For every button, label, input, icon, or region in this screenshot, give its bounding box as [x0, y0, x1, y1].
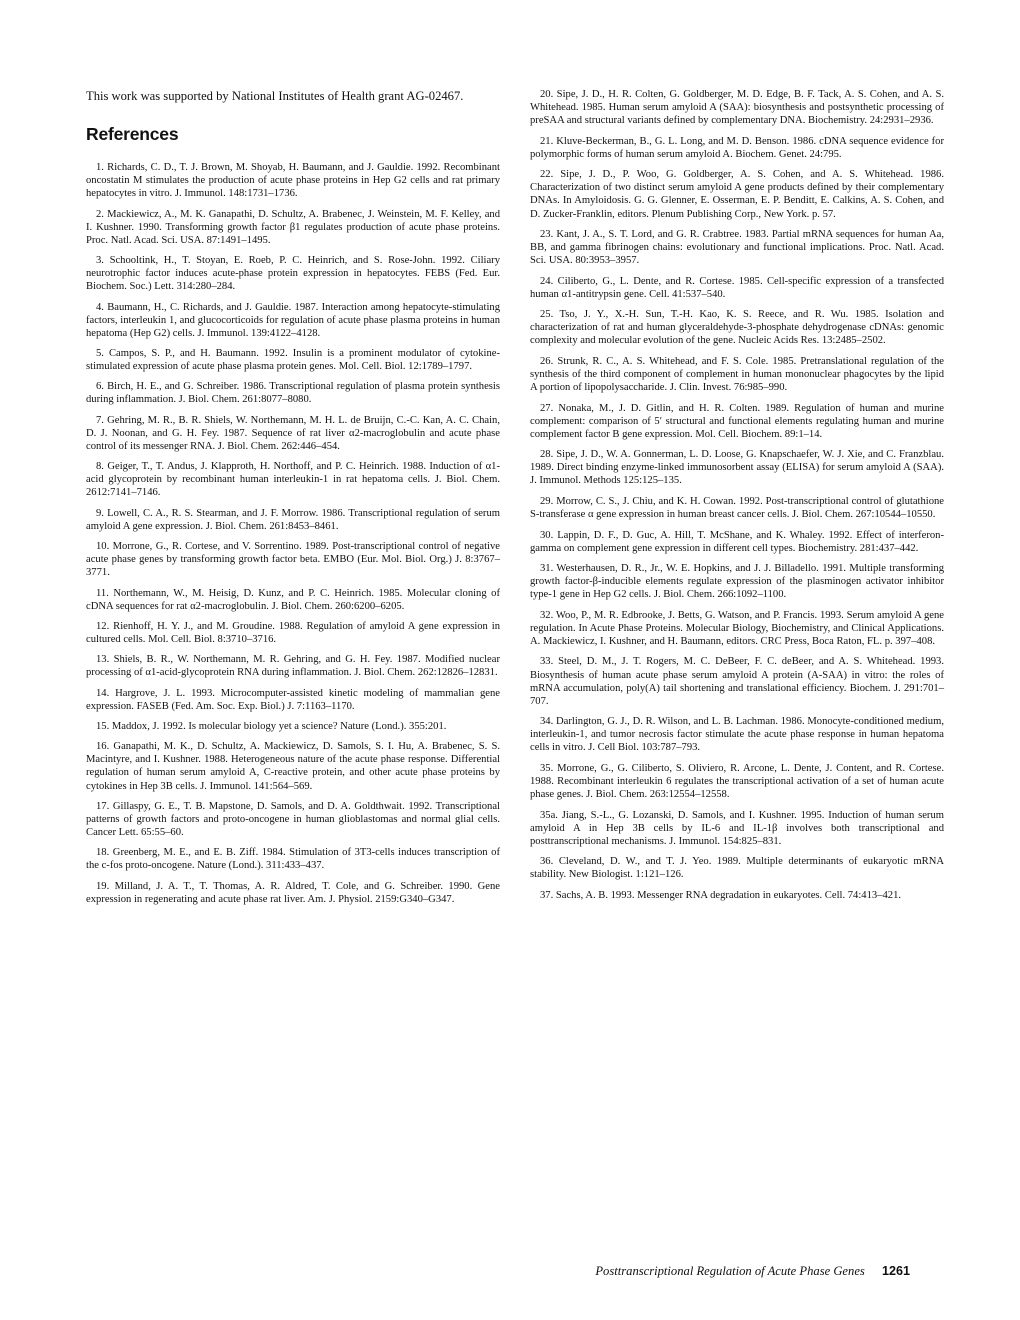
reference-item: 37. Sachs, A. B. 1993. Messenger RNA degradation in eukaryotes. Cell. 74:413–421.	[540, 889, 902, 901]
reference-item: 34. Darlington, G. J., D. R. Wilson, and L. B. Lachman. 1986. Monocyte-conditioned medium, interleukin-1, and tumor necrosis factor stimulate the acute phase response in human hepatoma cells in vitro. J. Cell Biol. 103:787–793.	[530, 716, 944, 754]
reference-item: 5. Campos, S. P., and H. Baumann. 1992. Insulin is a prominent modulator of cytokine-stimulated expression of acute phase plasma protein genes. Mol. Cell. Biol. 12:1789–1797.	[86, 347, 500, 373]
left-column	[86, 88, 500, 913]
running-title: Posttranscriptional Regulation of Acute Phase Genes	[595, 1264, 865, 1278]
reference-item: 25. Tso, J. Y., X.-H. Sun, T.-H. Kao, K. S. Reece, and R. Wu. 1985. Isolation and characterization of rat and human glyceraldehyde-3-phosphate dehydrogenase cDNAs: genomic complexity and molecular evolution of the gene. Nucleic Acids Res. 13:2485–2502.	[530, 309, 944, 347]
reference-item: 30. Lappin, D. F., D. Guc, A. Hill, T. McShane, and K. Whaley. 1992. Effect of interferon-gamma on complement gene expression in different cell types. Biochemistry. 281:437–442.	[530, 529, 944, 554]
reference-item: 35. Morrone, G., G. Ciliberto, S. Oliviero, R. Arcone, L. Dente, J. Content, and R. Cortese. 1988. Recombinant interleukin 6 regulates the transcriptional activation of a set of human acute phase genes. J. Biol. Chem. 263:12554–12558.	[530, 762, 944, 801]
acknowledgement: This work was supported by National Institutes of Health grant AG-02467.	[86, 89, 464, 103]
references-heading: References	[86, 124, 179, 144]
reference-item: 23. Kant, J. A., S. T. Lord, and G. R. Crabtree. 1983. Partial mRNA sequences for human Aa, BB, and gamma fibrinogen chains: evolutionary and functional implications. Proc. Natl. Acad. Sci. USA. 80:3953–3957.	[530, 229, 944, 267]
reference-item: 13. Shiels, B. R., W. Northemann, M. R. Gehring, and G. H. Fey. 1987. Modified nuclear processing of α1-acid-glycoprotein RNA during inflammation. J. Biol. Chem. 262:12826–12831.	[86, 654, 500, 679]
reference-item: 1. Richards, C. D., T. J. Brown, M. Shoyab, H. Baumann, and J. Gauldie. 1992. Recombinant oncostatin M stimulates the production of acute phase proteins in Hep G2 cells and rat primary hepatocytes in vitro. J. Immunol. 148:1731–1736.	[86, 162, 500, 200]
reference-item: 2. Mackiewicz, A., M. K. Ganapathi, D. Schultz, A. Brabenec, J. Weinstein, M. F. Kelley, and I. Kushner. 1990. Transforming growth factor β1 regulates production of acute phase proteins. Proc. Natl. Acad. Sci. USA. 87:1491–1495.	[86, 208, 500, 246]
reference-item: 9. Lowell, C. A., R. S. Stearman, and J. F. Morrow. 1986. Transcriptional regulation of serum amyloid A gene expression. J. Biol. Chem. 261:8453–8461.	[86, 507, 500, 532]
reference-item: 28. Sipe, J. D., W. A. Gonnerman, L. D. Loose, G. Knapschaefer, W. J. Xie, and C. Franzblau. 1989. Direct binding enzyme-linked immunosorbent assay (ELISA) for serum amyloid A (SAA). J. Immunol. Methods 125:125–135.	[530, 449, 944, 487]
reference-item: 10. Morrone, G., R. Cortese, and V. Sorrentino. 1989. Post-transcriptional control of negative acute phase genes by transforming growth factor beta. EMBO (Eur. Mol. Biol. Org.) J. 8:3767–3771.	[86, 541, 500, 579]
reference-item: 33. Steel, D. M., J. T. Rogers, M. C. DeBeer, F. C. deBeer, and A. S. Whitehead. 1993. Biosynthesis of human acute phase serum amyloid A protein (A-SAA) in vitro: the roles of mRNA accumulation, poly(A) tail shortening and translational efficiency. Biochem. J. 291:701–707.	[530, 656, 944, 707]
page-footer	[595, 1264, 910, 1279]
reference-item: 7. Gehring, M. R., B. R. Shiels, W. Northemann, M. H. L. de Bruijn, C.-C. Kan, A. C. Chain, D. J. Noonan, and G. H. Fey. 1987. Sequence of rat liver α2-macroglobulin and acute phase control of its messenger RNA. J. Biol. Chem. 262:446–454.	[86, 414, 500, 452]
reference-item: 12. Rienhoff, H. Y. J., and M. Groudine. 1988. Regulation of amyloid A gene expression in cultured cells. Mol. Cell. Biol. 8:3710–3716.	[86, 620, 500, 645]
reference-item: 18. Greenberg, M. E., and E. B. Ziff. 1984. Stimulation of 3T3-cells induces transcription of the c-fos proto-oncogene. Nature (Lond.). 311:433–437.	[86, 847, 500, 872]
reference-item: 11. Northemann, W., M. Heisig, D. Kunz, and P. C. Heinrich. 1985. Molecular cloning of cDNA sequences for rat α2-macroglobulin. J. Biol. Chem. 260:6200–6205.	[86, 587, 500, 612]
reference-item: 22. Sipe, J. D., P. Woo, G. Goldberger, A. S. Cohen, and A. S. Whitehead. 1986. Characterization of two distinct serum amyloid A gene products defined by their complementary DNAs. In Amyloidosis. G. G. Glenner, E. Osserman, E. P. Benditt, E. Calkins, A. S. Cohen, and D. Zucker-Franklin, editors. Plenum Publishing Corp., New York. p. 57.	[530, 169, 944, 220]
reference-item: 24. Ciliberto, G., L. Dente, and R. Cortese. 1985. Cell-specific expression of a transfected human α1-antitrypsin gene. Cell. 41:537–540.	[530, 275, 944, 300]
reference-item: 21. Kluve-Beckerman, B., G. L. Long, and M. D. Benson. 1986. cDNA sequence evidence for polymorphic forms of human serum amyloid A. Biochem. Genet. 24:795.	[530, 135, 944, 160]
reference-item: 31. Westerhausen, D. R., Jr., W. E. Hopkins, and J. J. Billadello. 1991. Multiple transforming growth factor-β-inducible elements regulate expression of the plasminogen activator inhibitor type-1 gene in Hep G2 cells. J. Biol. Chem. 266:1092–1100.	[530, 563, 944, 601]
reference-item: 14. Hargrove, J. L. 1993. Microcomputer-assisted kinetic modeling of mammalian gene expression. FASEB (Fed. Am. Soc. Exp. Biol.) J. 7:1163–1170.	[86, 687, 500, 712]
reference-item: 16. Ganapathi, M. K., D. Schultz, A. Mackiewicz, D. Samols, S. I. Hu, A. Brabenec, S. S. Macintyre, and I. Kushner. 1988. Heterogeneous nature of the acute phase response. Differential regulation of human serum amyloid A, C-reactive protein, and other acute phase proteins by cytokines in Hep 3B cells. J. Immunol. 141:564–569.	[86, 741, 500, 792]
right-column	[530, 88, 944, 909]
reference-item: 20. Sipe, J. D., H. R. Colten, G. Goldberger, M. D. Edge, B. F. Tack, A. S. Cohen, and A. S. Whitehead. 1985. Human serum amyloid A (SAA): biosynthesis and postsynthetic processing of preSAA and structural variants defined by complementary DNA. Biochemistry. 24:2931–2936.	[530, 89, 944, 127]
reference-item: 32. Woo, P., M. R. Edbrooke, J. Betts, G. Watson, and P. Francis. 1993. Serum amyloid A gene regulation. In Acute Phase Proteins. Molecular Biology, Biochemistry, and Clinical Applications. A. Mackiewicz, I. Kushner, and H. Baumann, editors. CRC Press, Boca Raton, FL. p. 397–408.	[530, 609, 944, 647]
reference-item: 4. Baumann, H., C. Richards, and J. Gauldie. 1987. Interaction among hepatocyte-stimulating factors, interleukin 1, and glucocorticoids for regulation of acute phase plasma proteins in human hepatoma (Hep G2) cells. J. Immunol. 139:4122–4128.	[86, 301, 500, 339]
reference-item: 8. Geiger, T., T. Andus, J. Klapproth, H. Northoff, and P. C. Heinrich. 1988. Induction of α1-acid glycoprotein by recombinant human interleukin-1 in rat hepatoma cells. J. Biol. Chem. 2612:7141–7146.	[86, 461, 500, 499]
reference-item: 35a. Jiang, S.-L., G. Lozanski, D. Samols, and I. Kushner. 1995. Induction of human serum amyloid A in Hep 3B cells by IL-6 and IL-1β involves both transcriptional and posttranscriptional mechanisms. J. Immunol. 154:825–831.	[530, 809, 944, 847]
reference-item: 36. Cleveland, D. W., and T. J. Yeo. 1989. Multiple determinants of eukaryotic mRNA stability. New Biologist. 1:121–126.	[530, 856, 944, 881]
reference-item: 15. Maddox, J. 1992. Is molecular biology yet a science? Nature (Lond.). 355:201.	[96, 721, 447, 732]
reference-item: 26. Strunk, R. C., A. S. Whitehead, and F. S. Cole. 1985. Pretranslational regulation of the synthesis of the third component of complement in human mononuclear phagocytes by the lipid A portion of lipopolysaccharide. J. Clin. Invest. 76:985–990.	[530, 355, 944, 394]
reference-list-left	[86, 161, 500, 906]
reference-item: 6. Birch, H. E., and G. Schreiber. 1986. Transcriptional regulation of plasma protein synthesis during inflammation. J. Biol. Chem. 261:8077–8080.	[86, 381, 500, 406]
reference-item: 19. Milland, J. A. T., T. Thomas, A. R. Aldred, T. Cole, and G. Schreiber. 1990. Gene expression in regenerating and acute phase rat liver. Am. J. Physiol. 2159:G340–G347.	[86, 880, 500, 905]
reference-item: 3. Schooltink, H., T. Stoyan, E. Roeb, P. C. Heinrich, and S. Rose-John. 1992. Ciliary neurotrophic factor induces acute-phase protein expression in hepatocytes. FEBS (Fed. Eur. Biochem. Soc.) Lett. 314:280–284.	[86, 255, 500, 293]
reference-list-right	[530, 88, 944, 902]
reference-item: 17. Gillaspy, G. E., T. B. Mapstone, D. Samols, and D. A. Goldthwait. 1992. Transcriptional patterns of growth factors and proto-oncogene in human glioblastomas and normal glial cells. Cancer Lett. 65:55–60.	[86, 800, 500, 839]
reference-item: 27. Nonaka, M., J. D. Gitlin, and H. R. Colten. 1989. Regulation of human and murine complement: comparison of 5′ structural and functional elements regulating human and murine complement factor B gene expression. Mol. Cell. Biochem. 89:1–14.	[530, 402, 944, 440]
page-number: 1261	[881, 1264, 910, 1278]
reference-item: 29. Morrow, C. S., J. Chiu, and K. H. Cowan. 1992. Post-transcriptional control of glutathione S-transferase α gene expression in human breast cancer cells. J. Biol. Chem. 267:10544–10550.	[530, 495, 944, 521]
